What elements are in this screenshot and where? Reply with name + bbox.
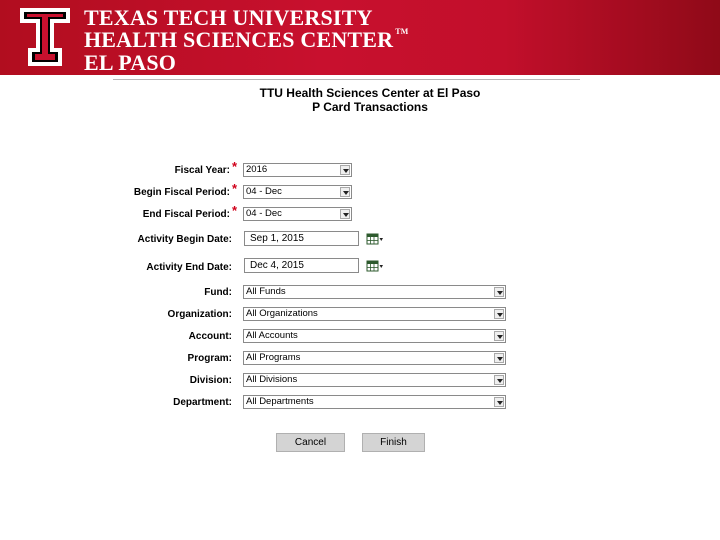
divider [113, 79, 580, 80]
organization-label: Organization: [167, 309, 232, 320]
department-value: All Departments [246, 396, 314, 407]
chevron-down-icon[interactable] [494, 375, 504, 385]
begin-fiscal-period-label: Begin Fiscal Period: [133, 187, 230, 198]
finish-button[interactable]: Finish [362, 433, 425, 452]
organization-select[interactable] [243, 307, 506, 321]
chevron-down-icon[interactable] [340, 165, 350, 175]
chevron-down-icon[interactable] [494, 331, 504, 341]
fiscal-year-label: Fiscal Year: [174, 165, 230, 176]
end-fiscal-period-label: End Fiscal Period: [142, 209, 230, 220]
fiscal-year-required-mark: * [232, 159, 238, 174]
division-value: All Divisions [246, 374, 298, 385]
fund-select[interactable] [243, 285, 506, 299]
report-subtitle: P Card Transactions [312, 100, 428, 112]
begin-fiscal-period-required-mark: * [232, 181, 238, 196]
double-t-logo-icon [18, 6, 72, 68]
chevron-down-icon[interactable] [340, 187, 350, 197]
cancel-button[interactable]: Cancel [276, 433, 345, 452]
department-label: Department: [173, 397, 232, 408]
division-label: Division: [189, 375, 232, 386]
activity-end-date-input[interactable]: Dec 4, 2015 [244, 258, 359, 273]
activity-begin-date-label: Activity Begin Date: [137, 234, 232, 245]
brand-line-2-text: HEALTH SCIENCES CENTER [84, 27, 394, 52]
end-fiscal-period-select[interactable] [243, 207, 352, 221]
trademark: TM [395, 27, 409, 36]
end-fiscal-period-value: 04 - Dec [246, 208, 282, 219]
chevron-down-icon[interactable] [494, 353, 504, 363]
begin-fiscal-period-select[interactable] [243, 185, 352, 199]
chevron-down-icon[interactable] [494, 309, 504, 319]
program-value: All Programs [246, 352, 301, 363]
department-select[interactable] [243, 395, 506, 409]
brand-line-3: EL PASO [84, 50, 177, 75]
account-value: All Accounts [246, 330, 298, 341]
chevron-down-icon[interactable] [494, 287, 504, 297]
calendar-icon[interactable] [366, 233, 384, 245]
activity-end-date-label: Activity End Date: [146, 262, 232, 273]
account-label: Account: [188, 331, 232, 342]
fund-label: Fund: [204, 287, 232, 298]
organization-value: All Organizations [246, 308, 318, 319]
report-title: TTU Health Sciences Center at El Paso [259, 86, 481, 100]
calendar-icon[interactable] [366, 260, 384, 272]
fiscal-year-select[interactable] [243, 163, 352, 177]
fund-value: All Funds [246, 286, 286, 297]
end-fiscal-period-required-mark: * [232, 203, 238, 218]
begin-fiscal-period-value: 04 - Dec [246, 186, 282, 197]
program-select[interactable] [243, 351, 506, 365]
fiscal-year-value: 2016 [246, 164, 268, 175]
header-banner [0, 0, 720, 75]
activity-begin-date-input[interactable]: Sep 1, 2015 [244, 231, 359, 246]
brand-line-1: TEXAS TECH UNIVERSITY [84, 5, 373, 30]
division-select[interactable] [243, 373, 506, 387]
chevron-down-icon[interactable] [494, 397, 504, 407]
account-select[interactable] [243, 329, 506, 343]
program-label: Program: [187, 353, 232, 364]
chevron-down-icon[interactable] [340, 209, 350, 219]
